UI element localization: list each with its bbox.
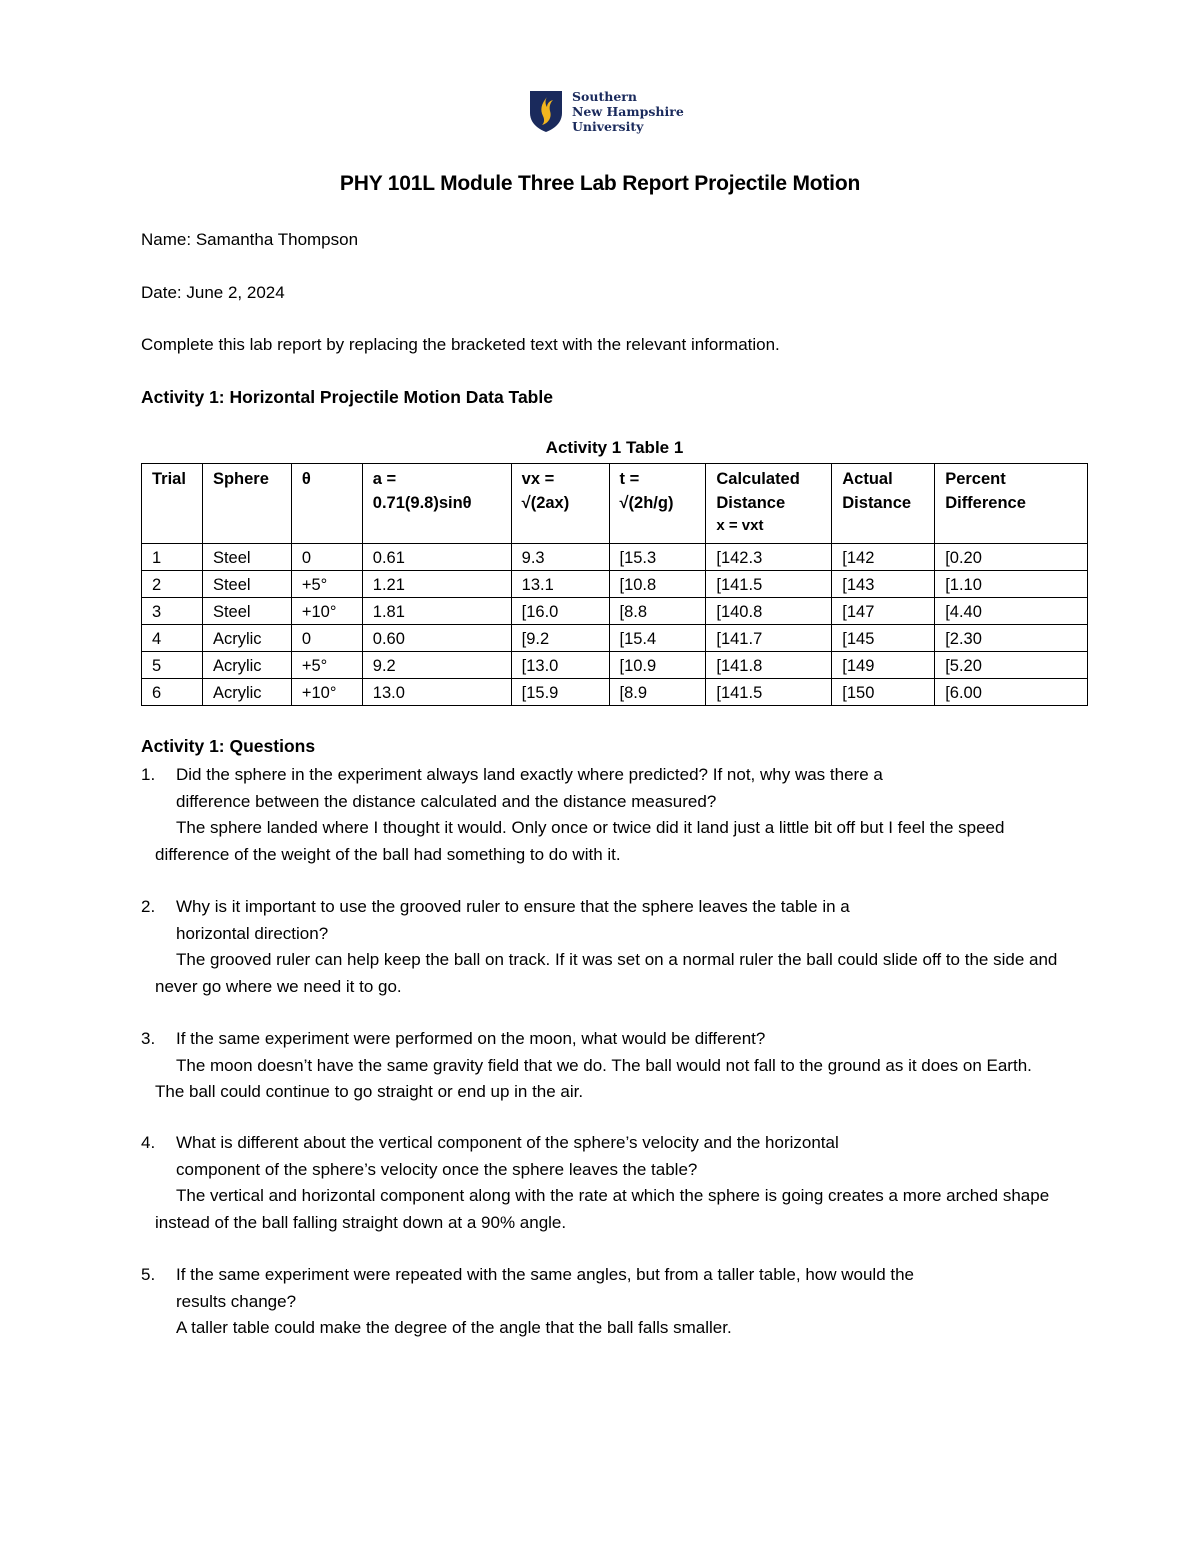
question-text-line1: Why is it important to use the grooved ruler to ensure that the sphere leaves the table in a (176, 897, 850, 916)
question-text-line2: difference between the distance calculated and the distance measured? (176, 791, 717, 811)
header-time (609, 464, 706, 544)
cell-actual-distance: [143 (832, 571, 935, 598)
question-number: 3. (141, 1029, 156, 1048)
cell-percent-difference: [2.30 (935, 625, 1088, 652)
question-text-line2: results change? (176, 1291, 297, 1311)
cell-acceleration: 0.61 (362, 544, 511, 571)
cell-actual-distance: [145 (832, 625, 935, 652)
header-acceleration (362, 464, 511, 544)
question-number: 5. (141, 1265, 156, 1284)
cell-time: [8.8 (609, 598, 706, 625)
table-header-row (142, 464, 1088, 544)
cell-actual-distance: [147 (832, 598, 935, 625)
cell-actual-distance: [150 (832, 679, 935, 706)
question-1 (141, 762, 1061, 868)
cell-percent-difference: [1.10 (935, 571, 1088, 598)
table-caption: Activity 1 Table 1 (545, 438, 684, 457)
answer-text: The sphere landed where I thought it would. Only once or twice did it land just a little bit off but I feel the speed difference of the weight of the ball had something to do with it. (155, 818, 1005, 864)
header-theta: θ (291, 464, 362, 544)
cell-calculated-distance: [142.3 (706, 544, 832, 571)
data-table (141, 463, 1088, 706)
cell-acceleration: 13.0 (362, 679, 511, 706)
answer-text: The grooved ruler can help keep the ball on track. If it was set on a normal ruler the ball could slide off to the side and never go where we need it to go. (155, 950, 1058, 996)
cell-percent-difference: [0.20 (935, 544, 1088, 571)
question-text-line2: component of the sphere’s velocity once the sphere leaves the table? (176, 1159, 698, 1179)
question-number: 1. (141, 765, 156, 784)
cell-trial: 4 (142, 625, 203, 652)
cell-calculated-distance: [141.7 (706, 625, 832, 652)
cell-calculated-distance: [141.5 (706, 679, 832, 706)
table-row (142, 679, 1088, 706)
header-percent-line1: Percent (945, 470, 1006, 488)
header-calculated-distance (706, 464, 832, 544)
answer-text: The moon doesn’t have the same gravity field that we do. The ball would not fall to the ground as it does on Earth. The ball could continue to go straight or end up in the air. (155, 1055, 1032, 1101)
cell-percent-difference: [5.20 (935, 652, 1088, 679)
cell-trial: 3 (142, 598, 203, 625)
logo-line-2: New Hampshire (572, 103, 684, 119)
question-5 (141, 1262, 1061, 1342)
university-logo (528, 88, 684, 134)
cell-sphere: Acrylic (202, 625, 291, 652)
header-velocity-line2: √(2ax) (521, 494, 570, 512)
cell-theta: +10° (291, 679, 362, 706)
cell-sphere: Acrylic (202, 679, 291, 706)
cell-theta: 0 (291, 544, 362, 571)
answer-text: A taller table could make the degree of the angle that the ball falls smaller. (176, 1318, 732, 1337)
cell-sphere: Acrylic (202, 652, 291, 679)
cell-theta: +10° (291, 598, 362, 625)
header-time-line1: t = (619, 470, 640, 488)
cell-sphere: Steel (202, 598, 291, 625)
header-calc-line3: x = vxt (716, 517, 764, 534)
shield-flame-icon (528, 89, 564, 133)
table-row (142, 598, 1088, 625)
question-2 (141, 894, 1061, 1000)
cell-velocity: [15.9 (511, 679, 609, 706)
answer-text: The vertical and horizontal component along with the rate at which the sphere is going creates a more arched shape instead of the ball falling straight down at a 90% angle. (155, 1186, 1050, 1232)
cell-trial: 1 (142, 544, 203, 571)
logo-wordmark (572, 89, 684, 134)
activity1-heading: Activity 1: Horizontal Projectile Motion Data Table (141, 387, 553, 407)
cell-calculated-distance: [141.8 (706, 652, 832, 679)
cell-calculated-distance: [140.8 (706, 598, 832, 625)
name-value: Samantha Thompson (195, 230, 359, 249)
question-text-line1: If the same experiment were repeated with the same angles, but from a taller table, how would the (176, 1265, 915, 1284)
cell-velocity: [13.0 (511, 652, 609, 679)
name-line (141, 230, 358, 250)
header-actual-line2: Distance (842, 494, 912, 512)
cell-time: [15.3 (609, 544, 706, 571)
header-time-line2: √(2h/g) (619, 494, 674, 512)
header-acceleration-line2: 0.71(9.8)sinθ (372, 494, 472, 512)
logo-line-3: University (572, 118, 644, 134)
name-label: Name: (141, 230, 192, 249)
cell-velocity: [16.0 (511, 598, 609, 625)
question-text-line2: horizontal direction? (176, 923, 329, 943)
header-calc-line1: Calculated (716, 470, 800, 488)
cell-acceleration: 1.21 (362, 571, 511, 598)
cell-theta: 0 (291, 625, 362, 652)
table-row (142, 544, 1088, 571)
question-text-line1: What is different about the vertical component of the sphere’s velocity and the horizontal (176, 1133, 839, 1152)
header-acceleration-line1: a = (372, 470, 397, 488)
date-label: Date: (141, 283, 182, 302)
cell-calculated-distance: [141.5 (706, 571, 832, 598)
cell-trial: 2 (142, 571, 203, 598)
question-4 (141, 1130, 1061, 1236)
cell-trial: 6 (142, 679, 203, 706)
cell-velocity: [9.2 (511, 625, 609, 652)
table-row (142, 652, 1088, 679)
question-text-line1: If the same experiment were performed on the moon, what would be different? (176, 1029, 766, 1048)
header-trial: Trial (142, 464, 203, 544)
table-body (142, 544, 1088, 706)
cell-acceleration: 0.60 (362, 625, 511, 652)
header-velocity (511, 464, 609, 544)
cell-percent-difference: [6.00 (935, 679, 1088, 706)
cell-time: [8.9 (609, 679, 706, 706)
question-number: 2. (141, 897, 156, 916)
cell-theta: +5° (291, 652, 362, 679)
cell-time: [10.9 (609, 652, 706, 679)
cell-trial: 5 (142, 652, 203, 679)
question-number: 4. (141, 1133, 156, 1152)
cell-percent-difference: [4.40 (935, 598, 1088, 625)
header-sphere: Sphere (202, 464, 291, 544)
header-actual-line1: Actual (842, 470, 893, 488)
table-row (142, 625, 1088, 652)
date-line (141, 283, 285, 303)
date-value: June 2, 2024 (186, 283, 285, 302)
cell-actual-distance: [142 (832, 544, 935, 571)
question-3 (141, 1026, 1061, 1106)
table-row (142, 571, 1088, 598)
cell-time: [15.4 (609, 625, 706, 652)
cell-velocity: 9.3 (511, 544, 609, 571)
cell-sphere: Steel (202, 544, 291, 571)
question-text-line1: Did the sphere in the experiment always land exactly where predicted? If not, why was there a (176, 765, 883, 784)
cell-acceleration: 1.81 (362, 598, 511, 625)
instructions: Complete this lab report by replacing the bracketed text with the relevant information. (141, 335, 780, 354)
page-title: PHY 101L Module Three Lab Report Projectile Motion (339, 172, 861, 195)
header-percent-difference (935, 464, 1088, 544)
cell-acceleration: 9.2 (362, 652, 511, 679)
cell-theta: +5° (291, 571, 362, 598)
header-velocity-line1: vx = (521, 470, 555, 488)
logo-line-1: Southern (572, 88, 637, 104)
questions-heading: Activity 1: Questions (141, 736, 316, 756)
cell-velocity: 13.1 (511, 571, 609, 598)
header-percent-line2: Difference (945, 494, 1026, 512)
cell-sphere: Steel (202, 571, 291, 598)
header-calc-line2: Distance (716, 494, 786, 512)
cell-time: [10.8 (609, 571, 706, 598)
header-actual-distance (832, 464, 935, 544)
cell-actual-distance: [149 (832, 652, 935, 679)
